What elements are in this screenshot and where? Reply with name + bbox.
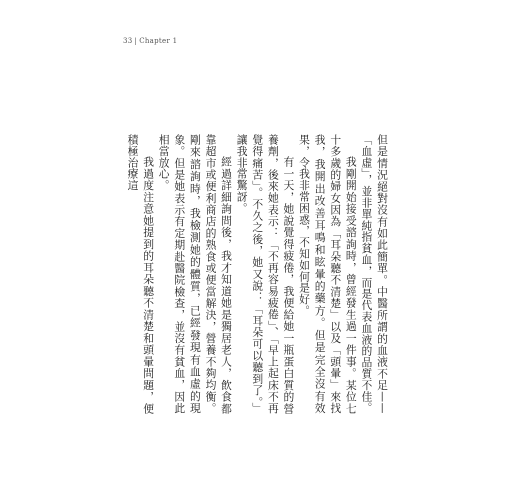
paragraph: 我過度注意她提到的耳朵聽不清楚和頭暈問題，便積極治療這 bbox=[126, 134, 156, 414]
paragraph: 但是情況絕對沒有如此簡單。中醫所謂的血液不足——「血虛」，並非單純指貧血，而是代表血液的品質不佳。 bbox=[360, 134, 389, 414]
vertical-text-body bbox=[126, 134, 390, 414]
paragraph: 我剛開始接受諮詢時，曾經發生過一件事。某位七十多歲的婦女因為「耳朵聽不清楚」以及「頭暈」來找我，我開出改善耳鳴和眩暈的藥方。但是完全沒有效果，令我非常困惑，不知如何是好。 bbox=[298, 134, 358, 414]
running-header bbox=[123, 37, 177, 45]
page-number: 33 bbox=[123, 37, 133, 45]
paragraph: 有一天，她說覺得疲倦，我便給她一瓶蛋白質的營養劑，後來她表示：「不再容易疲倦」、「早上起床不再覺得痛苦」。不久之後，她又說：「耳朵可以聽到了。」讓我非常驚訝。 bbox=[235, 134, 296, 414]
header-separator: | bbox=[134, 37, 138, 45]
paragraph: 經過詳細詢問後，我才知道她是獨居老人，飲食都靠超市或便利商店的熟食或便當解決，營養不夠均衡。剛來諮詢時，我檢測她的體質，已經發現有血虛的現象。但是她表示有定期赴醫院檢查，並沒有貧血，因此相當放心。 bbox=[157, 134, 234, 414]
chapter-label: Chapter 1 bbox=[139, 37, 178, 45]
